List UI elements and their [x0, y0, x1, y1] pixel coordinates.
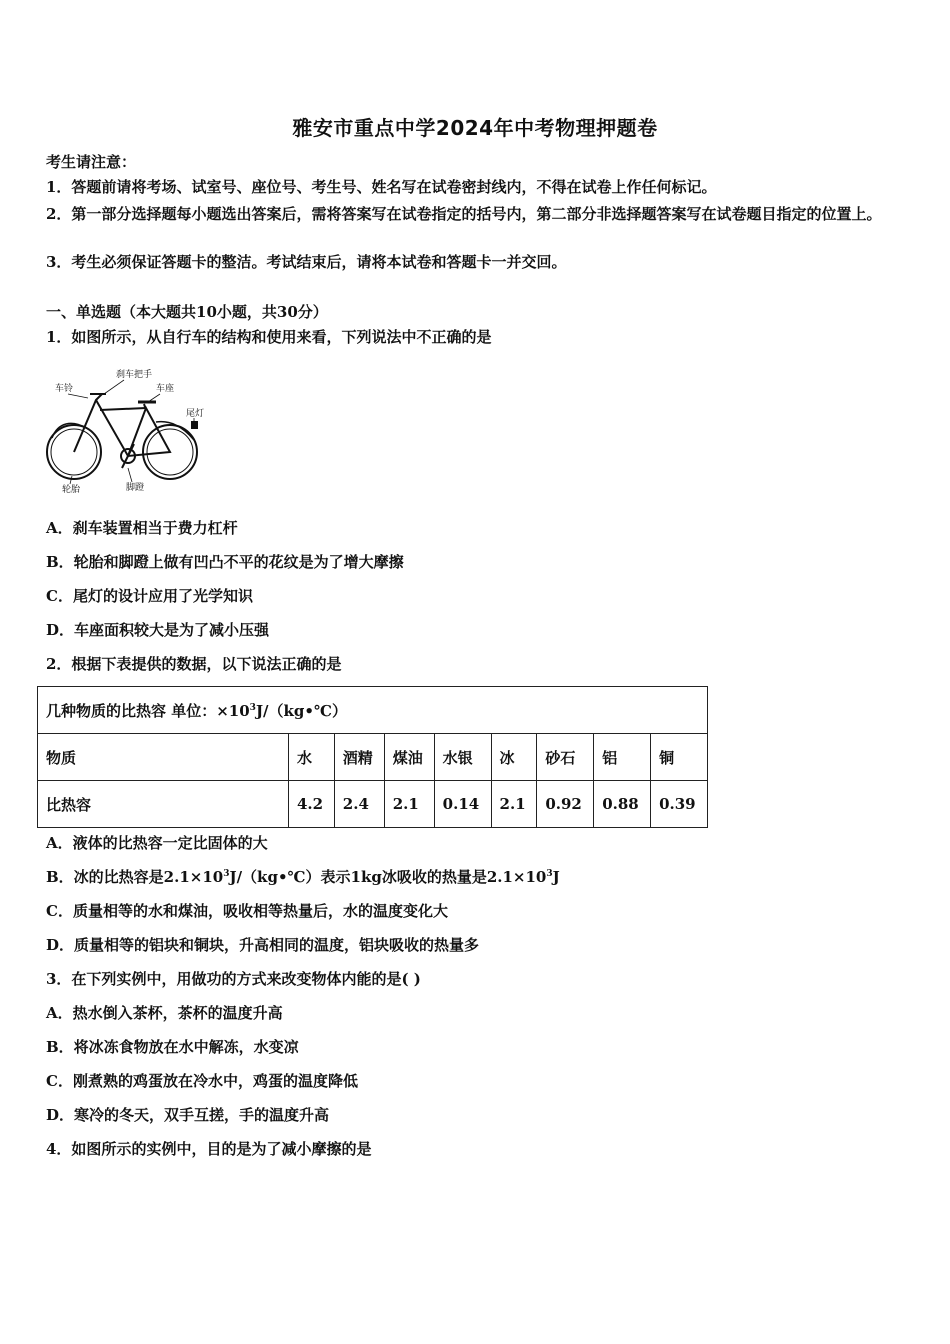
- material-cell: 水银: [434, 734, 491, 781]
- section-heading: 一、单选题（本大题共10小题，共30分）: [46, 303, 328, 321]
- q3-option-d: D．寒冷的冬天，双手互搓，手的温度升高: [46, 1106, 330, 1124]
- notice-item-1: 1．答题前请将考场、试室号、座位号、考生号、姓名写在试卷密封线内，不得在试卷上作任何标记。: [46, 178, 717, 196]
- value-cell: 2.1: [384, 781, 434, 828]
- figure-label-seat: 车座: [156, 384, 175, 394]
- bicycle-figure: [44, 364, 210, 496]
- material-cell: 煤油: [384, 734, 434, 781]
- q2-option-d: D．质量相等的铝块和铜块，升高相同的温度，铝块吸收的热量多: [46, 936, 480, 954]
- value-cell: 2.4: [334, 781, 384, 828]
- material-cell: 砂石: [537, 734, 594, 781]
- value-cell: 2.1: [491, 781, 537, 828]
- material-cell: 水: [289, 734, 335, 781]
- material-cell: 铜: [651, 734, 708, 781]
- figure-label-brake: 刹车把手: [116, 370, 153, 380]
- q3-option-c: C．刚煮熟的鸡蛋放在冷水中，鸡蛋的温度降低: [46, 1072, 358, 1090]
- figure-label-bell: 车铃: [55, 384, 74, 394]
- notice-item-3: 3．考生必须保证答题卡的整洁。考试结束后，请将本试卷和答题卡一并交回。: [46, 253, 567, 271]
- q1-option-b: B．轮胎和脚蹬上做有凹凸不平的花纹是为了增大摩擦: [46, 553, 404, 571]
- value-cell: 0.88: [594, 781, 651, 828]
- page-title: 雅安市重点中学2024年中考物理押题卷: [292, 116, 658, 140]
- row-label-material: 物质: [38, 734, 289, 781]
- material-cell: 酒精: [334, 734, 384, 781]
- q4-stem: 4．如图所示的实例中，目的是为了减小摩擦的是: [46, 1140, 372, 1158]
- notice-item-2: 2．第一部分选择题每小题选出答案后，需将答案写在试卷指定的括号内，第二部分非选择题答案写在试卷题目指定的位置上。: [46, 205, 882, 223]
- q3-option-b: B．将冰冻食物放在水中解冻，水变凉: [46, 1038, 299, 1056]
- q1-stem: 1．如图所示，从自行车的结构和使用来看，下列说法中不正确的是: [46, 328, 492, 346]
- material-cell: 铝: [594, 734, 651, 781]
- q1-option-a: A．刹车装置相当于费力杠杆: [46, 519, 238, 537]
- value-cell: 0.14: [434, 781, 491, 828]
- table-row-values: [38, 781, 708, 828]
- q1-option-d: D．车座面积较大是为了减小压强: [46, 621, 270, 639]
- figure-label-tire: 轮胎: [62, 485, 81, 495]
- q2-option-c: C．质量相等的水和煤油，吸收相等热量后，水的温度变化大: [46, 902, 448, 920]
- value-cell: 0.92: [537, 781, 594, 828]
- q2-option-b: B．冰的比热容是$2.1\times 10^3J/(kg•℃)$表示1kg冰吸收的热量是$2.1\times 10^3J$: [46, 868, 560, 886]
- notice-heading: 考生请注意：: [46, 153, 137, 171]
- table-caption: 几种物质的比热容 单位：$\times 10^3J/(kg•℃)$: [38, 687, 708, 734]
- q2-option-a: A．液体的比热容一定比固体的大: [46, 834, 268, 852]
- figure-label-taillight: 尾灯: [186, 409, 205, 419]
- figure-label-pedal: 脚蹬: [126, 483, 145, 493]
- value-cell: 4.2: [289, 781, 335, 828]
- row-label-heat: 比热容: [38, 781, 289, 828]
- value-cell: 0.39: [651, 781, 708, 828]
- q3-stem: 3．在下列实例中，用做功的方式来改变物体内能的是( ): [46, 970, 421, 988]
- material-cell: 冰: [491, 734, 537, 781]
- q3-option-a: A．热水倒入茶杯，茶杯的温度升高: [46, 1004, 283, 1022]
- table-row-materials: [38, 734, 708, 781]
- specific-heat-table: [37, 686, 708, 828]
- q1-option-c: C．尾灯的设计应用了光学知识: [46, 587, 253, 605]
- q2-stem: 2．根据下表提供的数据，以下说法正确的是: [46, 655, 342, 673]
